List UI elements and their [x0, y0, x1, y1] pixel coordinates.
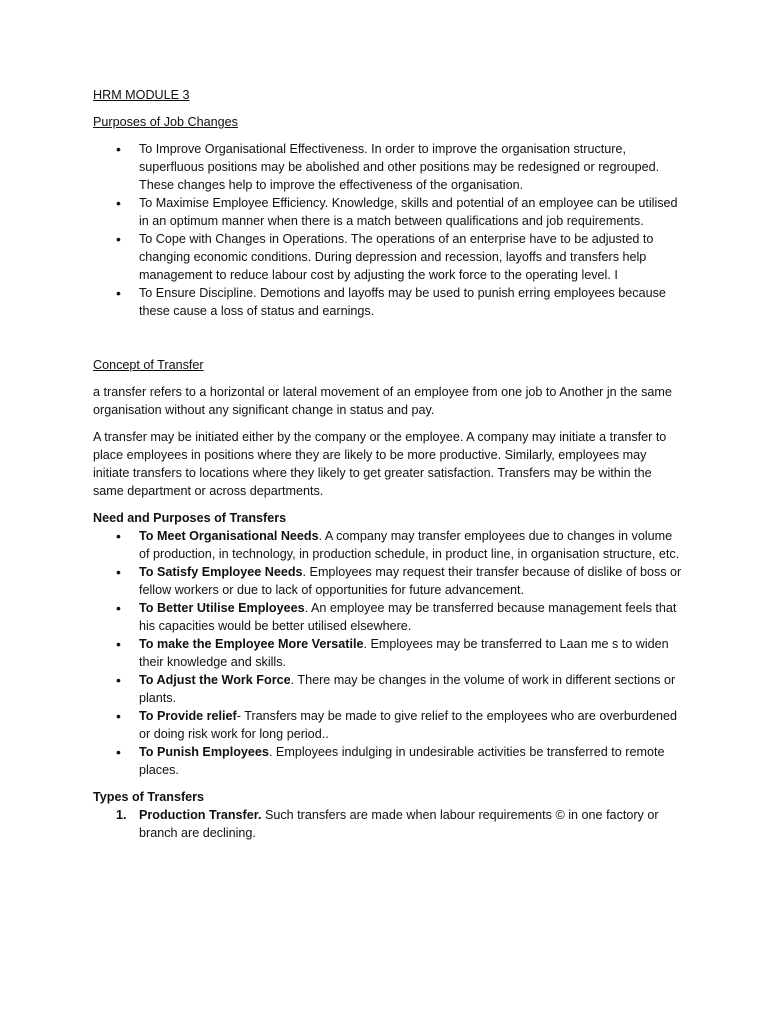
need-item: [93, 671, 683, 707]
need-item-title: To Meet Organisational Needs: [139, 529, 319, 543]
need-item-title: To Adjust the Work Force: [139, 673, 291, 687]
need-item-text: . Employees may request their transfer because of dislike of boss or fellow workers or due to lack of opportunities for future advancement.: [139, 565, 682, 597]
need-item: [93, 563, 683, 599]
concept-paragraph-2: A transfer may be initiated either by the company or the employee. A company may initiate a transfer to place employees in positions where they are likely to be more productive. Similarly, employees may initiate transfers to locations where they likely to get greater satisfaction. Transfers may be within the same department or across departments.: [93, 430, 667, 498]
document-title: HRM MODULE 3: [93, 88, 190, 102]
need-item-text: . An employee may be transferred because management feels that his capacities would be better utilised elsewhere.: [139, 601, 677, 633]
need-item-title: To Satisfy Employee Needs: [139, 565, 303, 579]
need-item: [93, 635, 683, 671]
document-content: [93, 86, 683, 842]
need-item-title: To make the Employee More Versatile: [139, 637, 364, 651]
need-item: [93, 743, 683, 779]
need-item-text: - Transfers may be made to give relief to the employees who are overburdened or doing risk work for long period..: [139, 709, 678, 741]
purpose-item: • To Ensure Discipline. Demotions and layoffs may be used to punish erring employees because these cause a loss of status and earnings.: [93, 284, 683, 320]
need-item: [93, 599, 683, 635]
type-item-text: Such transfers are made when labour requirements © in one factory or branch are declining.: [139, 808, 659, 840]
types-heading: Types of Transfers: [93, 790, 205, 804]
need-item-text: . A company may transfer employees due to changes in volume of production, in technology, in production schedule, in product line, in organisation structure, etc.: [139, 529, 680, 561]
needs-list: [93, 527, 683, 779]
types-list: [93, 806, 683, 842]
concept-heading: Concept of Transfer: [93, 358, 204, 372]
need-item: [93, 527, 683, 563]
need-item-title: To Better Utilise Employees: [139, 601, 305, 615]
need-item: [93, 707, 683, 743]
purposes-list: [93, 140, 683, 320]
type-item-title: Production Transfer.: [139, 808, 262, 822]
type-item: [93, 806, 683, 842]
purpose-item: • To Maximise Employee Efficiency. Knowledge, skills and potential of an employee can be utilised in an optimum manner when there is a match between qualifications and job requirements.: [93, 194, 683, 230]
need-item-text: . Employees may be transferred to Laan me s to widen their knowledge and skills.: [139, 637, 669, 669]
need-item-title: To Provide relief: [139, 709, 237, 723]
purpose-item: • To Cope with Changes in Operations. The operations of an enterprise have to be adjusted to changing economic conditions. During depression and recession, layoffs and transfers help management to reduce labour cost by adjusting the work force to the operating level. I: [93, 230, 683, 284]
type-item-number: 1.: [116, 808, 127, 822]
purposes-heading: Purposes of Job Changes: [93, 115, 238, 129]
need-item-text: . Employees indulging in undesirable activities be transferred to remote places.: [139, 745, 665, 777]
need-heading: Need and Purposes of Transfers: [93, 511, 287, 525]
need-item-title: To Punish Employees: [139, 745, 269, 759]
purpose-item: • To Improve Organisational Effectiveness. In order to improve the organisation structure, superfluous positions may be abolished and other positions may be redesigned or regrouped. These changes help to improve the effectiveness of the organisation.: [93, 140, 683, 194]
need-item-text: . There may be changes in the volume of work in different sections or plants.: [139, 673, 676, 705]
concept-paragraph-1: a transfer refers to a horizontal or lateral movement of an employee from one job to Another jn the same organisation without any significant change in status and pay.: [93, 385, 672, 417]
